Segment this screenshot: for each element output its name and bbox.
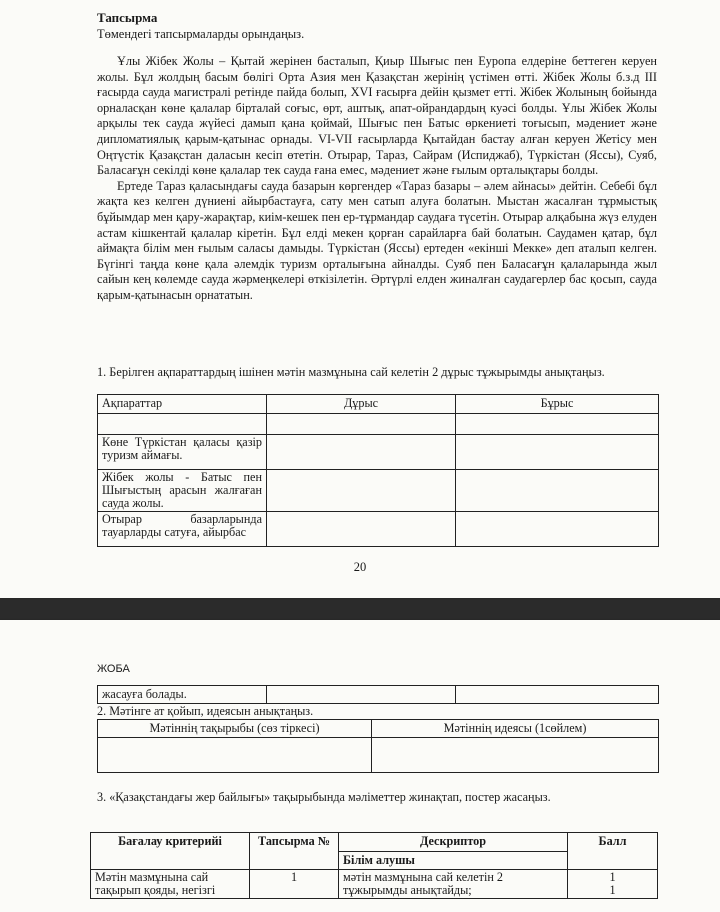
answer-cell-wrong[interactable] <box>456 512 659 547</box>
criteria-cell: Мәтін мазмұнына сай тақырып қояды, негізгі <box>91 870 250 899</box>
table-row <box>98 512 659 547</box>
table-row <box>98 435 659 470</box>
statement-cell: Отырар базарларында тауарларды сатуға, айырбас <box>98 512 267 547</box>
statement-cell: Көне Түркістан қаласы қазір туризм аймағы. <box>98 435 267 470</box>
table-header: Мәтіннің тақырыбы (сөз тіркесі) <box>98 720 372 738</box>
task-header: Тапсырма № <box>250 833 339 870</box>
answer-cell-correct[interactable] <box>267 435 456 470</box>
task-cell: 1 <box>250 870 339 899</box>
title-answer-cell[interactable] <box>98 738 372 773</box>
question-2: 2. Мәтінге ат қойып, идеясын анықтаңыз. <box>97 704 314 718</box>
table-row <box>98 686 659 704</box>
title-idea-table <box>97 719 659 773</box>
score-cell <box>568 870 658 899</box>
answer-cell-correct[interactable] <box>267 686 456 704</box>
table-header: Дұрыс <box>267 395 456 414</box>
table-cell <box>267 414 456 435</box>
reading-text <box>97 54 657 304</box>
table-header: Бұрыс <box>456 395 659 414</box>
answer-cell-wrong[interactable] <box>456 470 659 512</box>
page-number: 20 <box>353 560 367 574</box>
question-3: 3. «Қазақстандағы жер байлығы» тақырыбында мәліметтер жинақтап, постер жасаңыз. <box>97 790 551 804</box>
page-title: Тапсырма <box>97 10 158 25</box>
page-subtitle: Төмендегі тапсырмаларды орындаңыз. <box>97 27 305 41</box>
descriptor-header: Дескриптор <box>339 833 568 852</box>
table-cell <box>456 414 659 435</box>
assessment-table <box>90 832 658 899</box>
paragraph-2: Ертеде Тараз қаласындағы сауда базарын көргендер «Тараз базары – әлем айнасы» дейтін. Себебі бұл жақта кез келген дүниені айырбастауға, сату мен сатып алуға болатын. Мыстан жасалған тұрмыстық бұйымдар мен қару-жарақтар, киім-кешек пен ер-тұрмандар саудаға түсетін. Отырар алқабына жүз елуден астам кішкентай қалалар кіретін. Бұл елді мекен қорған сарайларға бай болатын. Саудамен қатар, бұл аймақта білім мен ғылым саласы дамыды. Түркістан (Яссы) ертеден «екінші Мекке» деп аталып келген. Бүгінгі таңда көне қала әлемдік туризм орталығына айналды. Суяб пен Баласағұн қалаларында жыл сайын кең көлемде сауда жәрмеңкелері өткізілетін. Әртүрлі елден жиналған саудагерлер бас қосып, сауда қарым-қатынасын орнататын. <box>97 178 657 302</box>
paragraph-1: Ұлы Жібек Жолы – Қытай жерінен басталып, Қиыр Шығыс пен Еуропа елдеріне беттеген керуен жолы. Бұл жолдың басым бөлігі Орта Азия мен Қазақстан жерінің үстімен өтті. Жібек Жолы б.з.д ІІІ ғасырда сауда магистралі ретінде пайда болып, XVI ғасырға дейін қызмет етті. Жібек Жолының бойында орналасқан көне қалалар бірталай соғыс, өрт, аштық, апат-ойрандардың куәсі болды. Ұлы Жібек Жолы арқылы тек сауда жүйесі дамып қана қоймай, Шығыс пен Батыс өркениеті тоғысып, мәдениет және дипломатиялық қарым-қатынас орнады. VI-VII ғасырларда Қытайдан бастау алған керуен Жетісу мен Оңтүстік Қазақстан даласын кесіп өтетін. Отырар, Тараз, Сайрам (Испиджаб), Түркістан (Яссы), Суяб, Баласағұн секілді көне қалалар тек сауда ғана емес, мәдениет және ғылым орталықтары болды. <box>97 54 657 178</box>
table-row <box>98 470 659 512</box>
answer-cell-wrong[interactable] <box>456 686 659 704</box>
table-header: Ақпараттар <box>98 395 267 414</box>
answer-cell-wrong[interactable] <box>456 435 659 470</box>
statements-table <box>97 394 659 547</box>
descriptor-subheader: Білім алушы <box>339 852 568 870</box>
answer-cell-correct[interactable] <box>267 470 456 512</box>
criteria-header: Бағалау критерийі <box>91 833 250 870</box>
statement-cell: Жібек жолы - Батыс пен Шығыстың арасын жалғаған сауда жолы. <box>98 470 267 512</box>
score-value: 1 <box>609 870 616 884</box>
descriptor-cell: мәтін мазмұнына сай келетін 2 тұжырымды анықтайды; <box>339 870 568 899</box>
table-row <box>91 870 658 899</box>
score-value: 1 <box>609 883 616 897</box>
watermark-label: ЖОБА <box>97 663 130 675</box>
idea-answer-cell[interactable] <box>372 738 659 773</box>
table-cell <box>98 414 267 435</box>
statements-table-continued <box>97 685 659 704</box>
question-1: 1. Берілген ақпараттардың ішінен мәтін мазмұнына сай келетін 2 дұрыс тұжырымды анықтаңыз. <box>97 365 605 379</box>
answer-cell-correct[interactable] <box>267 512 456 547</box>
table-header: Мәтіннің идеясы (1сөйлем) <box>372 720 659 738</box>
score-header: Балл <box>568 833 658 870</box>
statement-cell: жасауға болады. <box>98 686 267 704</box>
